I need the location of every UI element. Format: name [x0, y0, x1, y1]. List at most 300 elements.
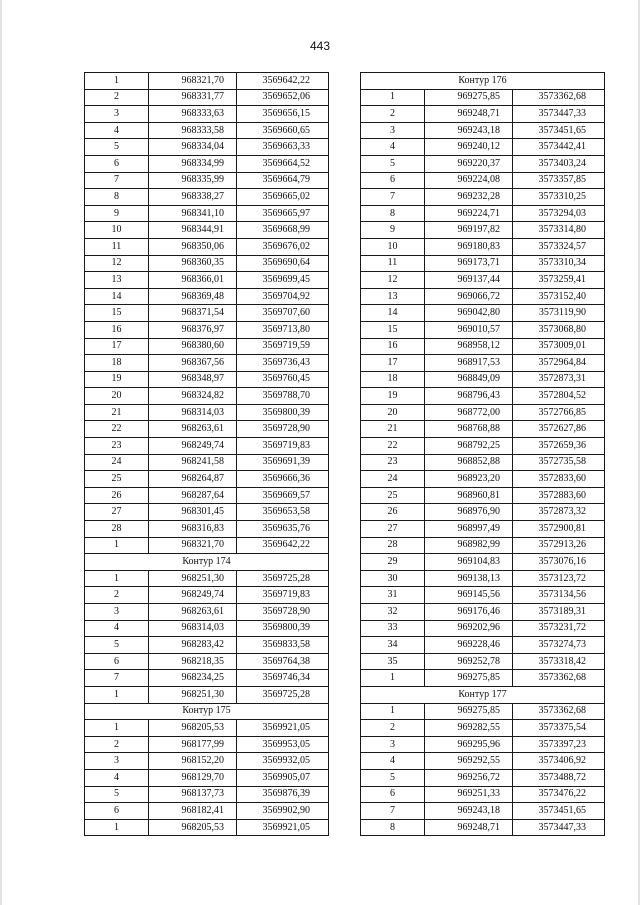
section-header-row	[361, 73, 605, 90]
x-coordinate: 969197,82	[425, 222, 513, 239]
table-row	[85, 305, 329, 322]
x-coordinate: 968314,03	[149, 404, 237, 421]
y-coordinate: 3569760,45	[237, 371, 329, 388]
point-number: 25	[361, 487, 425, 504]
point-number: 1	[85, 537, 149, 554]
table-row	[361, 388, 605, 405]
point-number: 4	[361, 139, 425, 156]
table-row	[361, 288, 605, 305]
page-number: 443	[309, 39, 331, 53]
y-coordinate: 3573476,22	[513, 786, 605, 803]
y-coordinate: 3573076,16	[513, 554, 605, 571]
point-number: 4	[361, 753, 425, 770]
x-coordinate: 968314,03	[149, 620, 237, 637]
x-coordinate: 968249,74	[149, 438, 237, 455]
y-coordinate: 3569746,34	[237, 670, 329, 687]
y-coordinate: 3569704,92	[237, 288, 329, 305]
y-coordinate: 3573119,90	[513, 305, 605, 322]
y-coordinate: 3569690,64	[237, 255, 329, 272]
point-number: 1	[85, 686, 149, 703]
table-row	[361, 703, 605, 720]
y-coordinate: 3573274,73	[513, 637, 605, 654]
table-row	[361, 255, 605, 272]
point-number: 9	[85, 205, 149, 222]
point-number: 22	[85, 421, 149, 438]
table-row	[361, 438, 605, 455]
x-coordinate: 968958,12	[425, 338, 513, 355]
x-coordinate: 969220,37	[425, 155, 513, 172]
x-coordinate: 969176,46	[425, 604, 513, 621]
x-coordinate: 968251,30	[149, 686, 237, 703]
table-row	[85, 238, 329, 255]
table-row	[85, 139, 329, 156]
table-row	[85, 587, 329, 604]
point-number: 6	[361, 172, 425, 189]
x-coordinate: 968982,99	[425, 537, 513, 554]
point-number: 10	[361, 238, 425, 255]
y-coordinate: 3569664,79	[237, 172, 329, 189]
point-number: 2	[85, 587, 149, 604]
y-coordinate: 3569921,05	[237, 819, 329, 836]
table-row	[85, 637, 329, 654]
x-coordinate: 968796,43	[425, 388, 513, 405]
contour-title: Контур 177	[361, 686, 605, 703]
point-number: 6	[85, 803, 149, 820]
table-row	[85, 537, 329, 554]
x-coordinate: 968263,61	[149, 421, 237, 438]
table-row	[85, 769, 329, 786]
y-coordinate: 3573294,03	[513, 205, 605, 222]
point-number: 8	[85, 189, 149, 206]
x-coordinate: 968129,70	[149, 769, 237, 786]
contour-title: Контур 176	[361, 73, 605, 90]
table-row	[85, 521, 329, 538]
point-number: 8	[361, 819, 425, 836]
point-number: 23	[85, 438, 149, 455]
table-row	[361, 587, 605, 604]
x-coordinate: 968360,35	[149, 255, 237, 272]
x-coordinate: 968917,53	[425, 355, 513, 372]
point-number: 35	[361, 653, 425, 670]
table-row	[361, 554, 605, 571]
y-coordinate: 3569635,76	[237, 521, 329, 538]
point-number: 28	[361, 537, 425, 554]
y-coordinate: 3569764,38	[237, 653, 329, 670]
y-coordinate: 3569788,70	[237, 388, 329, 405]
point-number: 4	[85, 620, 149, 637]
point-number: 3	[361, 736, 425, 753]
table-row	[361, 421, 605, 438]
table-row	[85, 604, 329, 621]
x-coordinate: 968234,25	[149, 670, 237, 687]
x-coordinate: 968152,20	[149, 753, 237, 770]
y-coordinate: 3573231,72	[513, 620, 605, 637]
point-number: 6	[85, 155, 149, 172]
x-coordinate: 968205,53	[149, 720, 237, 737]
y-coordinate: 3569728,90	[237, 604, 329, 621]
point-number: 14	[361, 305, 425, 322]
point-number: 20	[85, 388, 149, 405]
table-row	[361, 504, 605, 521]
y-coordinate: 3573134,56	[513, 587, 605, 604]
x-coordinate: 968792,25	[425, 438, 513, 455]
x-coordinate: 969275,85	[425, 670, 513, 687]
table-row	[85, 670, 329, 687]
x-coordinate: 968263,61	[149, 604, 237, 621]
y-coordinate: 3569719,83	[237, 438, 329, 455]
x-coordinate: 969224,71	[425, 205, 513, 222]
table-row	[361, 653, 605, 670]
point-number: 3	[361, 122, 425, 139]
y-coordinate: 3573152,40	[513, 288, 605, 305]
table-row	[85, 189, 329, 206]
table-row	[361, 371, 605, 388]
x-coordinate: 969282,55	[425, 720, 513, 737]
point-number: 29	[361, 554, 425, 571]
point-number: 4	[85, 122, 149, 139]
table-row	[85, 222, 329, 239]
y-coordinate: 3569833,58	[237, 637, 329, 654]
coordinates-table-left	[84, 72, 329, 836]
x-coordinate: 968218,35	[149, 653, 237, 670]
x-coordinate: 968852,88	[425, 454, 513, 471]
y-coordinate: 3572833,60	[513, 471, 605, 488]
point-number: 26	[85, 487, 149, 504]
table-row	[85, 686, 329, 703]
x-coordinate: 968333,63	[149, 106, 237, 123]
x-coordinate: 968768,88	[425, 421, 513, 438]
table-row	[361, 272, 605, 289]
x-coordinate: 969295,96	[425, 736, 513, 753]
table-row	[85, 819, 329, 836]
table-row	[85, 106, 329, 123]
point-number: 21	[85, 404, 149, 421]
x-coordinate: 969292,55	[425, 753, 513, 770]
coordinates-table-right	[360, 72, 605, 836]
x-coordinate: 968324,82	[149, 388, 237, 405]
table-row	[361, 238, 605, 255]
x-coordinate: 968366,01	[149, 272, 237, 289]
table-row	[361, 222, 605, 239]
x-coordinate: 969252,78	[425, 653, 513, 670]
y-coordinate: 3573009,01	[513, 338, 605, 355]
x-coordinate: 969010,57	[425, 321, 513, 338]
table-row	[85, 404, 329, 421]
point-number: 3	[85, 106, 149, 123]
table-row	[361, 305, 605, 322]
x-coordinate: 969248,71	[425, 819, 513, 836]
table-row	[361, 321, 605, 338]
x-coordinate: 968182,41	[149, 803, 237, 820]
point-number: 9	[361, 222, 425, 239]
table-row	[361, 769, 605, 786]
point-number: 15	[85, 305, 149, 322]
scan-left-edge	[0, 0, 2, 905]
table-row	[85, 272, 329, 289]
y-coordinate: 3572873,32	[513, 504, 605, 521]
y-coordinate: 3569736,43	[237, 355, 329, 372]
point-number: 17	[85, 338, 149, 355]
x-coordinate: 968338,27	[149, 189, 237, 206]
table-row	[85, 454, 329, 471]
table-row	[361, 454, 605, 471]
point-number: 27	[361, 521, 425, 538]
x-coordinate: 968333,58	[149, 122, 237, 139]
x-coordinate: 968316,83	[149, 521, 237, 538]
point-number: 17	[361, 355, 425, 372]
y-coordinate: 3573362,68	[513, 703, 605, 720]
point-number: 25	[85, 471, 149, 488]
y-coordinate: 3573068,80	[513, 321, 605, 338]
contour-title: Контур 175	[85, 703, 329, 720]
table-row	[85, 89, 329, 106]
x-coordinate: 968380,60	[149, 338, 237, 355]
y-coordinate: 3573451,65	[513, 122, 605, 139]
point-number: 31	[361, 587, 425, 604]
table-row	[361, 122, 605, 139]
table-row	[85, 487, 329, 504]
point-number: 3	[85, 753, 149, 770]
point-number: 1	[85, 73, 149, 90]
table-row	[85, 438, 329, 455]
table-row	[361, 570, 605, 587]
y-coordinate: 3573488,72	[513, 769, 605, 786]
y-coordinate: 3573324,57	[513, 238, 605, 255]
x-coordinate: 968249,74	[149, 587, 237, 604]
y-coordinate: 3569725,28	[237, 570, 329, 587]
y-coordinate: 3573447,33	[513, 106, 605, 123]
y-coordinate: 3569691,39	[237, 454, 329, 471]
y-coordinate: 3569656,15	[237, 106, 329, 123]
point-number: 14	[85, 288, 149, 305]
point-number: 8	[361, 205, 425, 222]
x-coordinate: 968849,09	[425, 371, 513, 388]
y-coordinate: 3569800,39	[237, 620, 329, 637]
table-row	[85, 172, 329, 189]
section-header-row	[85, 554, 329, 571]
point-number: 23	[361, 454, 425, 471]
x-coordinate: 969256,72	[425, 769, 513, 786]
x-coordinate: 968137,73	[149, 786, 237, 803]
y-coordinate: 3572883,60	[513, 487, 605, 504]
x-coordinate: 968334,99	[149, 155, 237, 172]
point-number: 1	[85, 570, 149, 587]
table-row	[361, 106, 605, 123]
y-coordinate: 3569876,39	[237, 786, 329, 803]
table-row	[85, 653, 329, 670]
y-coordinate: 3572766,85	[513, 404, 605, 421]
table-row	[85, 255, 329, 272]
point-number: 5	[361, 769, 425, 786]
table-row	[361, 471, 605, 488]
point-number: 2	[85, 89, 149, 106]
y-coordinate: 3569932,05	[237, 753, 329, 770]
y-coordinate: 3569902,90	[237, 803, 329, 820]
point-number: 20	[361, 404, 425, 421]
y-coordinate: 3569663,33	[237, 139, 329, 156]
y-coordinate: 3569725,28	[237, 686, 329, 703]
table-row	[85, 620, 329, 637]
x-coordinate: 968367,56	[149, 355, 237, 372]
y-coordinate: 3572627,86	[513, 421, 605, 438]
table-row	[361, 637, 605, 654]
y-coordinate: 3573362,68	[513, 670, 605, 687]
point-number: 5	[85, 139, 149, 156]
table-row	[361, 786, 605, 803]
y-coordinate: 3569642,22	[237, 73, 329, 90]
x-coordinate: 968177,99	[149, 736, 237, 753]
x-coordinate: 968321,70	[149, 537, 237, 554]
y-coordinate: 3569642,22	[237, 537, 329, 554]
point-number: 30	[361, 570, 425, 587]
x-coordinate: 969138,13	[425, 570, 513, 587]
x-coordinate: 968344,91	[149, 222, 237, 239]
x-coordinate: 968301,45	[149, 504, 237, 521]
table-row	[361, 537, 605, 554]
point-number: 1	[85, 819, 149, 836]
y-coordinate: 3572804,52	[513, 388, 605, 405]
x-coordinate: 969248,71	[425, 106, 513, 123]
point-number: 32	[361, 604, 425, 621]
point-number: 26	[361, 504, 425, 521]
point-number: 1	[361, 89, 425, 106]
y-coordinate: 3569707,60	[237, 305, 329, 322]
y-coordinate: 3573314,80	[513, 222, 605, 239]
point-number: 13	[361, 288, 425, 305]
y-coordinate: 3573189,31	[513, 604, 605, 621]
table-row	[85, 753, 329, 770]
table-row	[85, 504, 329, 521]
table-row	[85, 421, 329, 438]
table-row	[85, 122, 329, 139]
table-row	[361, 189, 605, 206]
point-number: 3	[85, 604, 149, 621]
y-coordinate: 3569953,05	[237, 736, 329, 753]
y-coordinate: 3573310,25	[513, 189, 605, 206]
table-row	[361, 355, 605, 372]
point-number: 1	[361, 670, 425, 687]
point-number: 16	[85, 321, 149, 338]
point-number: 1	[361, 703, 425, 720]
table-row	[85, 786, 329, 803]
x-coordinate: 969104,83	[425, 554, 513, 571]
table-row	[85, 205, 329, 222]
x-coordinate: 969243,18	[425, 122, 513, 139]
point-number: 24	[361, 471, 425, 488]
y-coordinate: 3572873,31	[513, 371, 605, 388]
point-number: 5	[361, 155, 425, 172]
point-number: 12	[85, 255, 149, 272]
point-number: 15	[361, 321, 425, 338]
y-coordinate: 3569728,90	[237, 421, 329, 438]
point-number: 21	[361, 421, 425, 438]
point-number: 10	[85, 222, 149, 239]
x-coordinate: 968283,42	[149, 637, 237, 654]
table-row	[85, 371, 329, 388]
x-coordinate: 969224,08	[425, 172, 513, 189]
x-coordinate: 968997,49	[425, 521, 513, 538]
table-row	[361, 670, 605, 687]
point-number: 6	[85, 653, 149, 670]
table-row	[85, 73, 329, 90]
y-coordinate: 3569665,02	[237, 189, 329, 206]
point-number: 16	[361, 338, 425, 355]
point-number: 33	[361, 620, 425, 637]
y-coordinate: 3569669,57	[237, 487, 329, 504]
point-number: 27	[85, 504, 149, 521]
x-coordinate: 969251,33	[425, 786, 513, 803]
y-coordinate: 3573451,65	[513, 803, 605, 820]
y-coordinate: 3569666,36	[237, 471, 329, 488]
point-number: 2	[361, 106, 425, 123]
x-coordinate: 968287,64	[149, 487, 237, 504]
x-coordinate: 968772,00	[425, 404, 513, 421]
x-coordinate: 968369,48	[149, 288, 237, 305]
y-coordinate: 3573442,41	[513, 139, 605, 156]
contour-title: Контур 174	[85, 554, 329, 571]
table-row	[361, 803, 605, 820]
point-number: 6	[361, 786, 425, 803]
y-coordinate: 3569668,99	[237, 222, 329, 239]
x-coordinate: 968371,54	[149, 305, 237, 322]
x-coordinate: 968348,97	[149, 371, 237, 388]
table-row	[361, 172, 605, 189]
point-number: 7	[85, 670, 149, 687]
table-row	[361, 205, 605, 222]
table-row	[361, 819, 605, 836]
table-row	[361, 604, 605, 621]
x-coordinate: 968976,90	[425, 504, 513, 521]
y-coordinate: 3569652,06	[237, 89, 329, 106]
x-coordinate: 969228,46	[425, 637, 513, 654]
point-number: 19	[361, 388, 425, 405]
x-coordinate: 968264,87	[149, 471, 237, 488]
y-coordinate: 3573406,92	[513, 753, 605, 770]
x-coordinate: 968251,30	[149, 570, 237, 587]
x-coordinate: 968923,20	[425, 471, 513, 488]
y-coordinate: 3569905,07	[237, 769, 329, 786]
y-coordinate: 3573123,72	[513, 570, 605, 587]
x-coordinate: 969066,72	[425, 288, 513, 305]
table-row	[85, 355, 329, 372]
table-row	[85, 471, 329, 488]
table-row	[361, 404, 605, 421]
table-row	[85, 736, 329, 753]
section-header-row	[85, 703, 329, 720]
x-coordinate: 969180,83	[425, 238, 513, 255]
table-row	[85, 388, 329, 405]
point-number: 19	[85, 371, 149, 388]
point-number: 13	[85, 272, 149, 289]
point-number: 11	[85, 238, 149, 255]
y-coordinate: 3569699,45	[237, 272, 329, 289]
y-coordinate: 3573447,33	[513, 819, 605, 836]
y-coordinate: 3569713,80	[237, 321, 329, 338]
table-row	[361, 338, 605, 355]
point-number: 2	[85, 736, 149, 753]
y-coordinate: 3573310,34	[513, 255, 605, 272]
point-number: 28	[85, 521, 149, 538]
table-row	[85, 321, 329, 338]
y-coordinate: 3569719,83	[237, 587, 329, 604]
x-coordinate: 969232,28	[425, 189, 513, 206]
x-coordinate: 968241,58	[149, 454, 237, 471]
x-coordinate: 968331,77	[149, 89, 237, 106]
table-row	[85, 803, 329, 820]
y-coordinate: 3572659,36	[513, 438, 605, 455]
table-row	[361, 720, 605, 737]
table-row	[85, 570, 329, 587]
